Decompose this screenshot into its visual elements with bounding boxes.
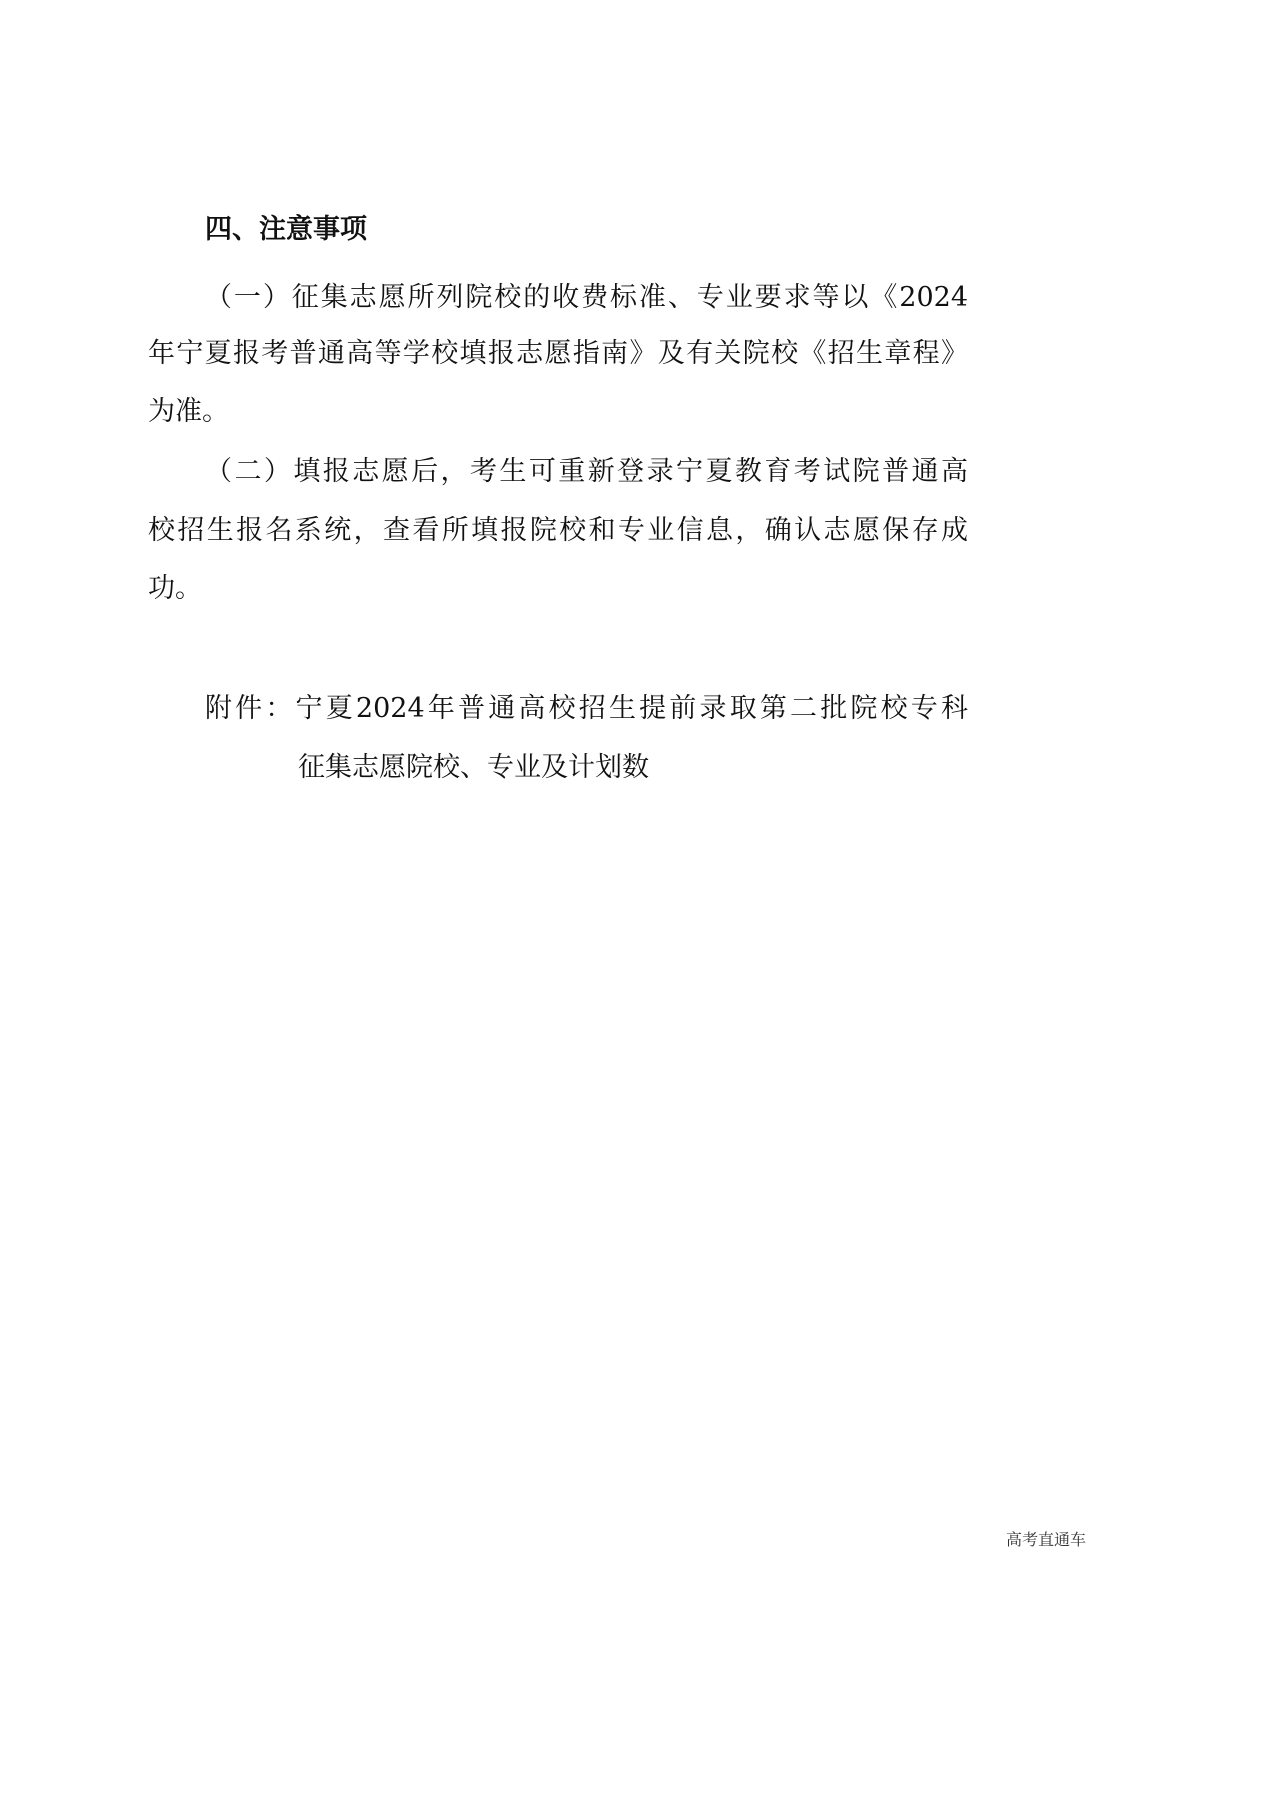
section-heading: 四、注意事项	[205, 214, 367, 245]
paragraph-1-line-3: 为准。	[148, 396, 229, 427]
attachment-line-2: 征集志愿院校、专业及计划数	[298, 752, 649, 783]
paragraph-2-line-3: 功。	[148, 573, 202, 604]
paragraph-1-line-1: （一）征集志愿所列院校的收费标准、专业要求等以《2024	[205, 282, 968, 313]
paragraph-2-line-1: （二）填报志愿后，考生可重新登录宁夏教育考试院普通高	[205, 456, 968, 487]
attachment-line-1: 附件：宁夏2024年普通高校招生提前录取第二批院校专科	[205, 693, 968, 724]
watermark-text: 高考直通车	[1005, 1530, 1086, 1549]
paragraph-1-line-2: 年宁夏报考普通高等学校填报志愿指南》及有关院校《招生章程》	[148, 338, 968, 369]
paragraph-2-line-2: 校招生报名系统，查看所填报院校和专业信息，确认志愿保存成	[148, 515, 968, 546]
